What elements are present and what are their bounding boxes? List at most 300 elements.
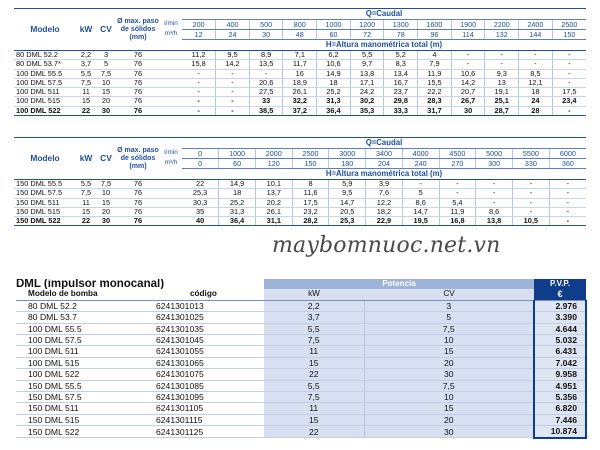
code-cell: 6241301085 — [146, 380, 264, 391]
head-value: 13,8 — [476, 217, 513, 226]
head-value: 24,2 — [350, 88, 384, 97]
unit-spacer — [160, 217, 182, 226]
kw-cell: 3,7 — [76, 60, 96, 69]
flow-lmin: 500 — [249, 20, 283, 30]
site-watermark: maybomnuoc.net.vn — [272, 233, 501, 258]
table-row — [16, 300, 586, 311]
flow-m3h: 150 — [292, 159, 329, 169]
head-value: - — [485, 60, 519, 69]
head-value: 13 — [485, 78, 519, 87]
head-value: - — [216, 88, 250, 97]
table-row — [16, 335, 586, 346]
model-cell: 150 DML 511 — [14, 198, 76, 207]
head-value: 14,9 — [219, 180, 256, 189]
code-cell: 6241301105 — [146, 403, 264, 414]
head-value: 28,7 — [485, 106, 519, 115]
code-cell: 6241301095 — [146, 392, 264, 403]
head-value: - — [439, 189, 476, 198]
unit-spacer — [160, 78, 182, 87]
head-value: 8 — [292, 180, 329, 189]
head-value: - — [476, 180, 513, 189]
unit-spacer — [160, 169, 182, 180]
head-value: 25,2 — [317, 88, 351, 97]
kw-cell: 22 — [76, 217, 96, 226]
cv-cell: 3 — [96, 51, 116, 60]
model-cell: 150 DML 522 — [14, 217, 76, 226]
modelo-header: Modelo — [14, 138, 76, 180]
head-value: - — [549, 207, 586, 216]
cv-cell: 15 — [96, 88, 116, 97]
kw-cell: 11 — [264, 403, 364, 414]
head-value: 12,1 — [519, 78, 553, 87]
head-value: 18,2 — [366, 207, 403, 216]
flow-lmin: 1000 — [219, 149, 256, 159]
head-value: 8,9 — [249, 51, 283, 60]
table-row — [16, 312, 586, 323]
head-value: - — [552, 60, 586, 69]
head-value: 11,2 — [182, 51, 216, 60]
head-value: 11,9 — [418, 69, 452, 78]
unit-spacer — [160, 69, 182, 78]
table-row — [14, 207, 586, 216]
flow-m3h: 96 — [418, 30, 452, 40]
kw-cell: 5,5 — [264, 380, 364, 391]
head-value: - — [552, 69, 586, 78]
head-value: - — [182, 106, 216, 115]
table-row — [14, 198, 586, 207]
price-cell: 7.446 — [534, 414, 586, 425]
head-value: - — [485, 51, 519, 60]
code-cell: 6241301125 — [146, 426, 264, 438]
section-title: DML (impulsor monocanal) — [16, 279, 165, 290]
flow-lmin: 1300 — [384, 20, 418, 30]
kw-cell: 22 — [264, 369, 364, 380]
flow-m3h: 72 — [350, 30, 384, 40]
flow-lmin: 2200 — [485, 20, 519, 30]
kw-cell: 15 — [264, 357, 364, 368]
head-value: 9,3 — [485, 69, 519, 78]
solidos-cell: 76 — [116, 88, 160, 97]
head-value: 20,7 — [451, 88, 485, 97]
head-value: 33,3 — [384, 106, 418, 115]
head-value: 35 — [182, 207, 219, 216]
flow-lmin: 3400 — [366, 149, 403, 159]
head-value: 13,7 — [255, 189, 292, 198]
head-value: 24 — [519, 97, 553, 106]
code-cell: 6241301075 — [146, 369, 264, 380]
cv-cell: 30 — [96, 217, 116, 226]
kw-cell: 11 — [76, 88, 96, 97]
head-value: 19,1 — [485, 88, 519, 97]
head-value: - — [549, 217, 586, 226]
head-value: - — [249, 69, 283, 78]
cv-cell: 7,5 — [364, 380, 534, 391]
head-value: - — [552, 78, 586, 87]
head-value: 30,3 — [182, 198, 219, 207]
solidos-cell: 76 — [116, 51, 160, 60]
flow-m3h: 60 — [317, 30, 351, 40]
head-value: 7,1 — [283, 51, 317, 60]
kw-cell: 15 — [76, 207, 96, 216]
model-cell: 100 DML 55.5 — [16, 323, 146, 334]
model-cell: 150 DML 57.5 — [14, 189, 76, 198]
solidos-cell: 76 — [116, 106, 160, 115]
flow-m3h: 60 — [219, 159, 256, 169]
flow-lmin: 200 — [182, 20, 216, 30]
head-value: 5,9 — [329, 180, 366, 189]
head-value: 30,2 — [350, 97, 384, 106]
price-cell: 2.976 — [534, 300, 586, 311]
cv-header: CV — [96, 138, 116, 180]
flow-m3h: 270 — [439, 159, 476, 169]
head-value: 37,2 — [283, 106, 317, 115]
head-value: - — [519, 51, 553, 60]
flow-lmin: 6000 — [549, 149, 586, 159]
cv-cell: 7,5 — [96, 180, 116, 189]
model-cell: 100 DML 522 — [14, 106, 76, 115]
flow-lmin: 2400 — [519, 20, 553, 30]
kw-cell: 11 — [264, 346, 364, 357]
head-value: 16,8 — [439, 217, 476, 226]
currency-header: € — [534, 289, 586, 300]
head-value: 27,5 — [249, 88, 283, 97]
head-value: 10,1 — [255, 180, 292, 189]
cv-cell: 30 — [364, 426, 534, 438]
unit-spacer — [160, 60, 182, 69]
price-table — [16, 279, 587, 439]
head-value: 8,5 — [519, 69, 553, 78]
table-row — [16, 380, 586, 391]
head-value: 14,7 — [329, 198, 366, 207]
flow-lmin: 4500 — [439, 149, 476, 159]
head-value: 7,9 — [418, 60, 452, 69]
kw-cell: 3,7 — [264, 312, 364, 323]
flow-m3h: 132 — [485, 30, 519, 40]
kw-cell: 22 — [76, 106, 96, 115]
price-cell: 5.032 — [534, 335, 586, 346]
head-value: - — [216, 69, 250, 78]
head-value: - — [182, 78, 216, 87]
head-value: 16 — [283, 69, 317, 78]
head-value: - — [451, 51, 485, 60]
table-row — [14, 180, 586, 189]
caudal-header: Q=Caudal — [182, 138, 586, 149]
code-cell: 6241301013 — [146, 300, 264, 311]
kw-cell: 15 — [264, 414, 364, 425]
head-value: 25,3 — [329, 217, 366, 226]
model-cell: 100 DML 515 — [14, 97, 76, 106]
head-value: 11,7 — [283, 60, 317, 69]
head-value: 25,3 — [182, 189, 219, 198]
head-value: 5,2 — [384, 51, 418, 60]
model-cell: 150 DML 55.5 — [14, 180, 76, 189]
head-value: 9,7 — [350, 60, 384, 69]
head-value: 23,7 — [384, 88, 418, 97]
model-cell: 150 DML 515 — [16, 414, 146, 425]
head-value: 26,7 — [451, 97, 485, 106]
cv-header: CV — [364, 289, 534, 300]
model-cell: 150 DML 57.5 — [16, 392, 146, 403]
solidos-cell: 76 — [116, 180, 160, 189]
price-cell: 3.390 — [534, 312, 586, 323]
table-row — [16, 392, 586, 403]
cv-cell: 10 — [96, 78, 116, 87]
head-value: 9,5 — [216, 51, 250, 60]
model-cell: 100 DML 522 — [16, 369, 146, 380]
table-row — [14, 51, 586, 60]
head-value: 17,1 — [350, 78, 384, 87]
cv-cell: 7,5 — [96, 69, 116, 78]
head-value: - — [512, 189, 549, 198]
flow-m3h: 0 — [182, 159, 219, 169]
flow-m3h: 180 — [329, 159, 366, 169]
caudal-header: Q=Caudal — [182, 9, 586, 20]
flow-lmin: 5500 — [512, 149, 549, 159]
flow-lmin: 1000 — [317, 20, 351, 30]
table-row — [14, 189, 586, 198]
head-value: - — [512, 207, 549, 216]
model-cell: 100 DML 55.5 — [14, 69, 76, 78]
solidos-cell: 76 — [116, 60, 160, 69]
head-value: 17,5 — [552, 88, 586, 97]
price-cell: 10.874 — [534, 426, 586, 438]
head-value: 31,1 — [255, 217, 292, 226]
price-cell: 7.042 — [534, 357, 586, 368]
head-value: 10,6 — [317, 60, 351, 69]
flow-m3h: 114 — [451, 30, 485, 40]
kw-cell: 7,5 — [76, 189, 96, 198]
head-value: 20,5 — [329, 207, 366, 216]
kw-cell: 22 — [264, 426, 364, 438]
table-row — [14, 78, 586, 87]
table-row — [14, 97, 586, 106]
code-cell: 6241301055 — [146, 346, 264, 357]
solidos-header: Ø max. paso de sólidos (mm) — [116, 9, 160, 51]
head-value: 18 — [219, 189, 256, 198]
head-value: 13,5 — [249, 60, 283, 69]
head-value: 31,7 — [418, 106, 452, 115]
code-cell: 6241301025 — [146, 312, 264, 323]
unit-spacer — [160, 97, 182, 106]
model-cell: 100 DML 515 — [16, 357, 146, 368]
head-value: 8,3 — [384, 60, 418, 69]
cv-cell: 15 — [364, 403, 534, 414]
head-value: 36,4 — [317, 106, 351, 115]
solidos-cell: 76 — [116, 217, 160, 226]
head-value: 14,9 — [317, 69, 351, 78]
flow-m3h: 330 — [512, 159, 549, 169]
flow-m3h: 78 — [384, 30, 418, 40]
kw-header: kW — [76, 9, 96, 51]
flow-lmin: 2500 — [552, 20, 586, 30]
head-value: 18 — [519, 88, 553, 97]
head-value: 25,2 — [219, 198, 256, 207]
flow-m3h: 204 — [366, 159, 403, 169]
head-value: 8,6 — [476, 207, 513, 216]
flow-lmin: 1900 — [451, 20, 485, 30]
head-value: 18 — [317, 78, 351, 87]
head-value: 8,6 — [402, 198, 439, 207]
head-value: 17,5 — [292, 198, 329, 207]
cv-header: CV — [96, 9, 116, 51]
flow-m3h: 30 — [249, 30, 283, 40]
head-value: 3,9 — [366, 180, 403, 189]
kw-cell: 5,5 — [76, 69, 96, 78]
solidos-cell: 76 — [116, 78, 160, 87]
head-value: - — [182, 69, 216, 78]
flow-m3h: 120 — [255, 159, 292, 169]
model-cell: 80 DML 53.7* — [14, 60, 76, 69]
head-value: 15,8 — [182, 60, 216, 69]
price-cell: 6.431 — [534, 346, 586, 357]
head-value: 36,4 — [219, 217, 256, 226]
modelo-header: Modelo de bomba — [16, 289, 146, 300]
head-value: - — [402, 180, 439, 189]
solidos-cell: 76 — [116, 97, 160, 106]
head-value: 13,4 — [384, 69, 418, 78]
head-value: 26,1 — [283, 88, 317, 97]
model-cell: 150 DML 515 — [14, 207, 76, 216]
head-value: - — [549, 189, 586, 198]
head-value: 14,2 — [216, 60, 250, 69]
head-value: 26,1 — [255, 207, 292, 216]
flow-m3h: 48 — [283, 30, 317, 40]
code-cell: 6241301035 — [146, 323, 264, 334]
table-row — [16, 357, 586, 368]
cv-cell: 10 — [96, 189, 116, 198]
head-value: 5,4 — [439, 198, 476, 207]
code-cell: 6241301065 — [146, 357, 264, 368]
altura-header: H=Altura manométrica total (m) — [325, 40, 443, 49]
cv-cell: 7,5 — [364, 323, 534, 334]
model-cell: 150 DML 511 — [16, 403, 146, 414]
head-value: 31,3 — [219, 207, 256, 216]
flow-m3h: 24 — [216, 30, 250, 40]
head-value: - — [182, 88, 216, 97]
head-value: 19,5 — [402, 217, 439, 226]
head-value: 14,2 — [451, 78, 485, 87]
codigo-header: código — [146, 289, 264, 300]
unit-spacer — [160, 51, 182, 60]
kw-header: kW — [264, 289, 364, 300]
flow-m3h: 150 — [552, 30, 586, 40]
head-value: 33 — [249, 97, 283, 106]
solidos-cell: 76 — [116, 198, 160, 207]
head-value: 11,6 — [292, 189, 329, 198]
flow-m3h: 240 — [402, 159, 439, 169]
price-cell: 4.644 — [534, 323, 586, 334]
flow-lmin: 4000 — [402, 149, 439, 159]
head-value: 31,3 — [317, 97, 351, 106]
head-value: 20,2 — [255, 198, 292, 207]
flow-m3h: 360 — [549, 159, 586, 169]
model-cell: 80 DML 52.2 — [14, 51, 76, 60]
head-value: 11,9 — [439, 207, 476, 216]
kw-header: kW — [76, 138, 96, 180]
price-cell: 9.958 — [534, 369, 586, 380]
unit-m3h: m³/h — [164, 30, 178, 38]
flow-lmin: 3000 — [329, 149, 366, 159]
solidos-header: Ø max. paso de sólidos (mm) — [116, 138, 160, 180]
head-value: 32,2 — [283, 97, 317, 106]
head-value: 22,2 — [418, 88, 452, 97]
head-value: 14,7 — [402, 207, 439, 216]
head-value: 38,5 — [249, 106, 283, 115]
head-value: 28 — [519, 106, 553, 115]
head-value: - — [552, 51, 586, 60]
table-row — [14, 106, 586, 115]
unit-spacer — [160, 180, 182, 189]
solidos-cell: 76 — [116, 69, 160, 78]
head-value: 12,2 — [366, 198, 403, 207]
cv-cell: 20 — [364, 414, 534, 425]
model-cell: 150 DML 522 — [16, 426, 146, 438]
model-cell: 100 DML 511 — [14, 88, 76, 97]
unit-spacer — [160, 138, 182, 149]
altura-header: H=Altura manométrica total (m) — [325, 169, 443, 178]
head-value: 10,5 — [512, 217, 549, 226]
unit-lmin: l/min — [164, 149, 178, 157]
solidos-cell: 76 — [116, 207, 160, 216]
flow-lmin: 5000 — [476, 149, 513, 159]
modelo-header: Modelo — [14, 9, 76, 51]
cv-cell: 20 — [96, 207, 116, 216]
model-cell: 80 DML 53.7 — [16, 312, 146, 323]
unit-spacer — [160, 88, 182, 97]
head-value: - — [439, 180, 476, 189]
cv-cell: 15 — [364, 346, 534, 357]
table-row — [16, 403, 586, 414]
head-value: - — [216, 97, 250, 106]
table-row — [16, 346, 586, 357]
head-value: 28,3 — [418, 97, 452, 106]
cv-cell: 30 — [364, 369, 534, 380]
unit-spacer — [160, 106, 182, 115]
price-cell: 6.820 — [534, 403, 586, 414]
unit-spacer — [160, 198, 182, 207]
table-row — [16, 369, 586, 380]
kw-cell: 5,5 — [76, 180, 96, 189]
flow-lmin: 1200 — [350, 20, 384, 30]
cv-cell: 5 — [364, 312, 534, 323]
cv-cell: 20 — [364, 357, 534, 368]
flow-m3h: 300 — [476, 159, 513, 169]
table-row — [14, 88, 586, 97]
model-cell: 100 DML 511 — [16, 346, 146, 357]
head-value: 22,9 — [366, 217, 403, 226]
head-value: 30 — [451, 106, 485, 115]
head-value: 4 — [418, 51, 452, 60]
model-cell: 100 DML 57.5 — [14, 78, 76, 87]
table-row — [14, 69, 586, 78]
cv-cell: 5 — [96, 60, 116, 69]
head-value: - — [519, 60, 553, 69]
flow-lmin: 2500 — [292, 149, 329, 159]
head-value: 15,5 — [418, 78, 452, 87]
head-value: 10,6 — [451, 69, 485, 78]
cv-cell: 30 — [96, 106, 116, 115]
model-cell: 150 DML 55.5 — [16, 380, 146, 391]
potencia-header: Potencia — [264, 279, 534, 289]
performance-table-150 — [14, 137, 586, 226]
flow-m3h: 144 — [519, 30, 553, 40]
head-value: - — [512, 180, 549, 189]
head-value: - — [476, 198, 513, 207]
head-value: 29,8 — [384, 97, 418, 106]
head-value: - — [549, 180, 586, 189]
head-value: 23,2 — [292, 207, 329, 216]
code-cell: 6241301045 — [146, 335, 264, 346]
